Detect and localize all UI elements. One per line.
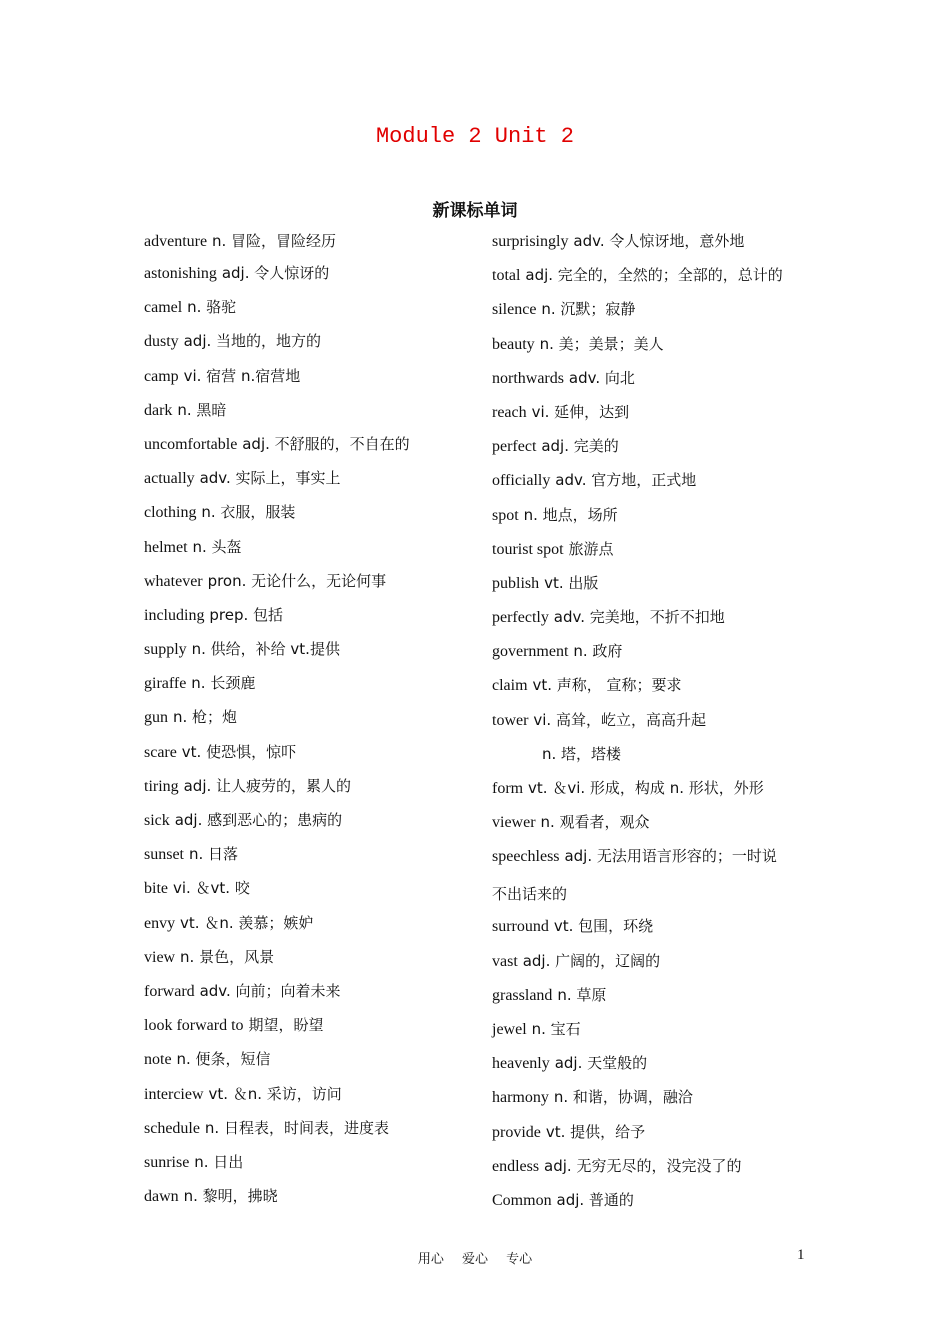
vocab-entry — [492, 639, 812, 673]
vocab-word: camp — [144, 367, 179, 385]
vocab-definition: n. 草原 — [557, 985, 607, 1004]
vocab-word: officially — [492, 472, 551, 490]
vocab-entry — [492, 949, 812, 983]
vocab-definition: n. 日出 — [194, 1152, 244, 1171]
vocab-entry — [144, 603, 474, 637]
vocab-word: supply — [144, 641, 187, 659]
vocab-word: note — [144, 1051, 172, 1069]
vocab-word: viewer — [492, 814, 536, 832]
vocab-word: sunrise — [144, 1153, 190, 1171]
vocab-definition: n. 景色，风景 — [180, 947, 275, 966]
vocab-word: dark — [144, 401, 173, 419]
vocab-word: adventure — [144, 233, 208, 250]
vocab-definition: adj. 天堂般的 — [554, 1054, 648, 1073]
vocab-entry — [492, 1051, 812, 1085]
vocab-entry — [144, 364, 474, 398]
vocab-entry — [492, 1120, 812, 1154]
vocab-word: whatever — [144, 572, 203, 590]
vocab-word: spot — [492, 506, 519, 524]
vocab-entry — [492, 1188, 812, 1222]
vocab-word: beauty — [492, 335, 535, 353]
vocab-entry — [144, 705, 474, 739]
vocab-definition: vi. ＆vt. 咬 — [172, 879, 250, 898]
vocab-definition: pron. 无论什么，无论何事 — [207, 571, 387, 590]
vocab-word: astonishing — [144, 265, 217, 282]
vocab-entry — [144, 842, 474, 876]
section-heading: 新课标单词 — [432, 201, 518, 221]
vocab-definition: vt. 使恐惧，惊吓 — [181, 742, 297, 761]
vocab-word: tourist spot — [492, 540, 564, 558]
vocab-word: jewel — [492, 1020, 527, 1038]
vocab-entry — [144, 1116, 474, 1150]
vocab-definition: adv. 令人惊讶地，意外地 — [573, 232, 745, 250]
vocab-definition: adj. 无穷无尽的，没完没了的 — [544, 1156, 742, 1175]
vocab-definition: n. 冒险，冒险经历 — [212, 232, 337, 250]
vocab-entry — [144, 329, 474, 363]
vocab-word: publish — [492, 574, 540, 592]
vocab-entry — [144, 569, 474, 603]
vocab-word: gun — [144, 709, 168, 727]
vocab-definition: prep. 包括 — [209, 605, 284, 624]
vocab-entry — [492, 468, 812, 502]
vocab-word: helmet — [144, 538, 188, 556]
vocab-entry — [492, 434, 812, 468]
vocab-word: harmony — [492, 1089, 549, 1107]
vocab-definition: vt. 包围，环绕 — [553, 917, 654, 936]
vocab-definition: adj. 感到恶心的；患病的 — [174, 811, 343, 829]
vocab-word: surround — [492, 918, 549, 936]
vocab-word: look forward to — [144, 1017, 244, 1035]
vocab-word: giraffe — [144, 675, 187, 693]
vocab-word: uncomfortable — [144, 435, 238, 453]
vocab-entry — [492, 810, 812, 844]
vocab-definition: vi. 高耸，屹立，高高升起 — [533, 710, 706, 729]
vocab-word: surprisingly — [492, 233, 569, 250]
vocab-definition: n. 黎明，拂晓 — [183, 1187, 278, 1206]
vocab-entry — [144, 774, 474, 808]
vocab-definition: adv. 完美地，不折不扣地 — [553, 608, 725, 627]
vocab-entry — [144, 261, 474, 295]
vocab-entry — [492, 605, 812, 639]
vocab-word: perfect — [492, 438, 537, 456]
vocab-entry — [492, 983, 812, 1017]
vocab-definition: n. 头盔 — [192, 537, 242, 556]
vocab-word: speechless — [492, 848, 560, 866]
vocab-definition: 期望，盼望 — [248, 1016, 324, 1035]
vocab-definition: vi. 宿营 n.宿营地 — [183, 366, 301, 385]
vocab-definition: adj. 广阔的，辽阔的 — [522, 951, 661, 970]
vocab-word: reach — [492, 403, 527, 421]
vocab-word: actually — [144, 470, 195, 488]
vocab-word: tiring — [144, 777, 179, 795]
vocab-word: silence — [492, 301, 537, 319]
vocab-word: view — [144, 948, 176, 966]
vocab-word: endless — [492, 1157, 540, 1175]
vocab-word: provide — [492, 1123, 541, 1141]
vocab-definition: n. 观看者，观众 — [540, 813, 650, 832]
vocab-entry — [144, 432, 474, 466]
vocab-definition: adj. 完美的 — [541, 437, 619, 456]
vocab-word: envy — [144, 914, 176, 932]
vocab-entry — [492, 263, 812, 297]
vocab-word: including — [144, 606, 205, 624]
vocab-entry — [492, 332, 812, 366]
vocab-entry — [492, 1017, 812, 1051]
vocab-word: dusty — [144, 333, 179, 351]
vocab-word: dawn — [144, 1188, 179, 1206]
vocab-entry — [144, 1047, 474, 1081]
vocab-definition: vt. 出版 — [544, 573, 599, 592]
vocab-word: form — [492, 780, 524, 797]
vocab-word: claim — [492, 677, 528, 695]
vocab-definition: n. 便条，短信 — [176, 1050, 271, 1069]
vocab-definition: n. 塔，塔楼 — [542, 744, 622, 763]
vocab-definition: adj. 当地的，地方的 — [183, 332, 322, 351]
vocab-entry — [492, 366, 812, 400]
vocab-definition: adv. 向前；向着未来 — [199, 981, 341, 1000]
vocab-entry — [144, 500, 474, 534]
page-footer: 用心 爱心 专心 — [417, 1252, 533, 1267]
vocab-definition: adj. 完全的，全然的；全部的，总计的 — [525, 266, 783, 285]
vocab-definition: n. 枪；炮 — [172, 708, 237, 727]
vocab-entry — [492, 776, 812, 810]
vocab-entry — [492, 708, 812, 742]
vocab-word: camel — [144, 299, 183, 317]
vocab-word: total — [492, 267, 521, 285]
vocab-word: scare — [144, 743, 177, 761]
vocab-word: clothing — [144, 504, 197, 522]
vocab-entry — [492, 882, 812, 914]
vocab-definition: adj. 无法用语言形容的；一时说 — [564, 847, 777, 866]
vocab-definition: 旅游点 — [568, 539, 614, 558]
vocab-definition: vt. 声称， 宣称；要求 — [532, 676, 682, 695]
vocab-word: Common — [492, 1191, 552, 1209]
vocab-definition: vt. ＆n. 采访，访问 — [208, 1084, 342, 1103]
vocab-word: schedule — [144, 1119, 200, 1137]
vocab-column-right — [492, 229, 812, 1222]
vocab-entry — [144, 466, 474, 500]
vocab-entry — [492, 400, 812, 434]
vocab-word: perfectly — [492, 609, 549, 627]
vocab-definition: adj. 让人疲劳的，累人的 — [183, 776, 352, 795]
vocab-definition: adv. 官方地，正式地 — [555, 471, 697, 490]
vocab-definition: adv. 实际上，事实上 — [199, 469, 341, 488]
vocab-word: vast — [492, 952, 518, 970]
vocab-entry — [492, 571, 812, 605]
vocab-word: interciew — [144, 1085, 204, 1103]
vocab-entry — [144, 229, 474, 261]
vocab-entry — [492, 742, 812, 776]
vocab-entry — [144, 945, 474, 979]
vocab-definition: 不出话来的 — [492, 885, 568, 904]
page-title: Module 2 Unit 2 — [375, 124, 575, 149]
vocab-entry — [144, 295, 474, 329]
vocab-entry — [144, 979, 474, 1013]
vocab-entry — [144, 671, 474, 705]
vocab-definition: n. 美；美景；美人 — [539, 334, 664, 353]
vocab-entry — [144, 1082, 474, 1116]
vocab-definition: n. 和谐，协调，融洽 — [553, 1088, 693, 1107]
vocab-definition: vt. ＆n. 羡慕；嫉妒 — [180, 913, 314, 932]
vocab-definition: adj. 普通的 — [556, 1190, 634, 1209]
vocab-definition: n. 骆驼 — [187, 298, 237, 317]
vocab-entry — [144, 535, 474, 569]
vocab-entry — [144, 808, 474, 842]
vocab-definition: n. 供给，补给 vt.提供 — [191, 640, 340, 659]
vocab-entry — [144, 1184, 474, 1218]
vocab-entry — [144, 637, 474, 671]
vocab-definition: adj. 令人惊讶的 — [221, 264, 330, 282]
vocab-entry — [492, 844, 812, 882]
vocab-entry — [492, 297, 812, 331]
vocab-definition: adv. 向北 — [568, 368, 635, 387]
vocab-definition: n. 政府 — [573, 642, 623, 661]
vocab-entry — [144, 740, 474, 774]
vocab-entry — [492, 229, 812, 263]
vocab-definition: n. 日落 — [188, 845, 238, 864]
vocab-definition: vt. 提供，给予 — [545, 1122, 646, 1141]
vocab-entry — [492, 914, 812, 948]
vocab-definition: n. 沉默；寂静 — [541, 300, 636, 319]
vocab-word: government — [492, 643, 569, 661]
vocab-definition: vt. ＆vi. 形成，构成 n. 形状，外形 — [528, 779, 764, 797]
vocab-entry — [492, 1085, 812, 1119]
vocab-entry — [144, 876, 474, 910]
vocab-word: forward — [144, 982, 195, 1000]
vocab-definition: vi. 延伸，达到 — [531, 402, 630, 421]
vocab-entry — [492, 1154, 812, 1188]
vocab-word: tower — [492, 711, 529, 729]
vocab-entry — [144, 1150, 474, 1184]
vocab-definition: n. 黑暗 — [177, 400, 227, 419]
vocab-definition: n. 长颈鹿 — [191, 674, 256, 693]
vocab-column-left — [144, 229, 474, 1218]
vocab-entry — [144, 398, 474, 432]
vocab-entry — [492, 673, 812, 707]
vocab-definition: n. 日程表，时间表，进度表 — [204, 1118, 389, 1137]
vocab-entry — [144, 1013, 474, 1047]
vocab-definition: adj. 不舒服的，不自在的 — [242, 434, 410, 453]
page-number: 1 — [797, 1247, 805, 1263]
vocab-word: grassland — [492, 986, 553, 1004]
vocab-definition: n. 地点，场所 — [523, 505, 618, 524]
vocab-entry — [144, 911, 474, 945]
vocab-definition: n. 宝石 — [531, 1019, 581, 1038]
vocab-word: heavenly — [492, 1055, 550, 1073]
vocab-entry — [492, 503, 812, 537]
vocab-word: sunset — [144, 846, 184, 864]
vocab-word: bite — [144, 880, 168, 898]
vocab-definition: n. 衣服，服装 — [201, 503, 296, 522]
vocab-entry — [492, 537, 812, 571]
vocab-word: sick — [144, 812, 170, 829]
vocab-word: northwards — [492, 369, 564, 387]
